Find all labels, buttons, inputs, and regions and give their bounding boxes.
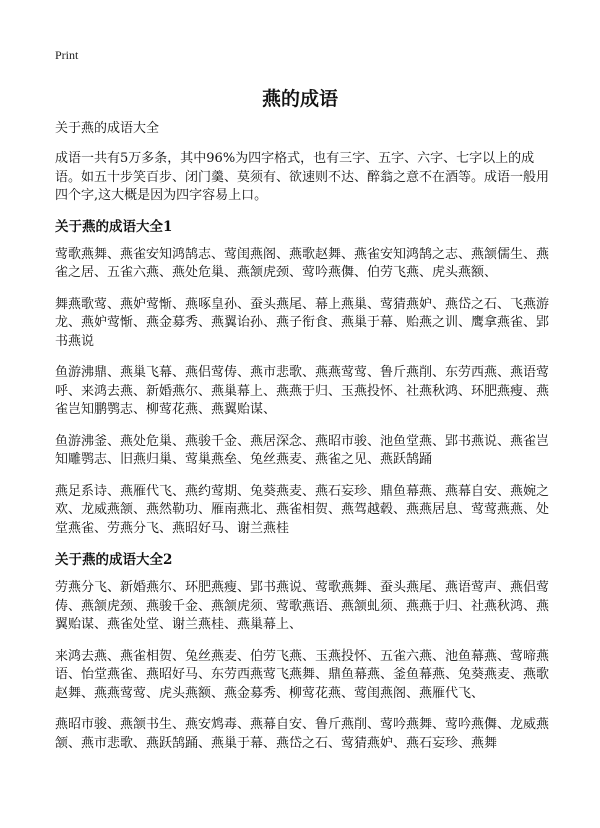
page-title: 燕的成语 bbox=[261, 88, 338, 110]
idiom-paragraph: 劳燕分飞、新婚燕尔、环肥燕瘦、郢书燕说、莺歌燕舞、蚕头燕尾、燕语莺声、燕侣莺俦、燕颔虎颈、燕骏千金、燕颔虎须、莺歌燕语、燕颔虬须、燕燕于归、社燕秋鸿、燕翼贻谋、燕雀处堂、谢兰燕桂、燕巢幕上、 bbox=[55, 580, 550, 632]
section-heading: 关于燕的成语大全2 bbox=[55, 552, 173, 568]
article-content bbox=[55, 120, 550, 766]
section-2 bbox=[55, 551, 550, 753]
section-heading: 关于燕的成语大全1 bbox=[55, 218, 173, 235]
idiom-paragraph: 来鸿去燕、燕雀相贺、兔丝燕麦、伯劳飞燕、玉燕投怀、五雀六燕、池鱼幕燕、莺啼燕语、怡堂燕雀、燕昭好马、东劳西燕莺飞燕舞、鼎鱼幕燕、釜鱼幕燕、兔葵燕麦、燕歌赵舞、燕燕莺莺、虎头燕额、燕金募秀、柳莺花燕、莺闺燕阁、燕雁代飞、 bbox=[55, 648, 550, 701]
idiom-paragraph: 鱼游沸鼎、燕巢飞幕、燕侣莺俦、燕市悲歌、燕燕莺莺、鲁斤燕削、东劳西燕、燕语莺呼、来鸿去燕、新婚燕尔、燕巢幕上、燕燕于归、玉燕投怀、社燕秋鸿、环肥燕瘦、燕雀岂知鹏鹗志、柳莺花燕、燕翼贻谋、 bbox=[55, 365, 550, 417]
idiom-paragraph: 燕昭市骏、燕颔书生、燕安鸩毒、燕幕自安、鲁斤燕削、莺吟燕舞、莺吟燕儛、龙威燕颔、燕市悲歌、燕跃鹄踊、燕巢于幕、燕岱之石、莺猜燕妒、燕石妄珍、燕舞 bbox=[55, 717, 550, 751]
section-1 bbox=[55, 218, 550, 539]
intro-paragraph: 成语一共有5万多条，其中96%为四字格式，也有三字、五字、六字、七字以上的成语。如五十步笑百步、闭门羹、莫须有、欲速则不达、醉翁之意不在酒等。成语一般用四个字,这大概是因为四字容易上口。 bbox=[55, 151, 550, 203]
idiom-paragraph: 莺歌燕舞、燕雀安知鸿鹄志、莺闺燕阁、燕歌赵舞、燕雀安知鸿鹄之志、燕颔儒生、燕雀之居、五雀六燕、燕处危巢、燕颔虎颈、莺吟燕儛、伯劳飞燕、虎头燕额、 bbox=[55, 246, 550, 280]
subtitle: 关于燕的成语大全 bbox=[55, 121, 160, 136]
idiom-paragraph: 燕足系诗、燕雁代飞、燕约莺期、兔葵燕麦、燕石妄珍、鼎鱼幕燕、燕幕自安、燕婉之欢、龙威燕颔、燕然勒功、雁南燕北、燕雀相贺、燕驾越毂、燕燕居息、莺莺燕燕、处堂燕雀、劳燕分飞、燕昭好马、谢兰燕桂 bbox=[55, 483, 550, 536]
print-link[interactable]: Print bbox=[55, 48, 79, 62]
idiom-paragraph: 鱼游沸釜、燕处危巢、燕骏千金、燕居深念、燕昭市骏、池鱼堂燕、郢书燕说、燕雀岂知雕鹗志、旧燕归巢、莺巢燕垒、兔丝燕麦、燕雀之见、燕跃鹄踊 bbox=[55, 433, 550, 467]
idiom-paragraph: 舞燕歌莺、燕妒莺惭、燕啄皇孙、蚕头燕尾、幕上燕巢、莺猜燕妒、燕岱之石、飞燕游龙、燕妒莺惭、燕金募秀、燕翼诒孙、燕子衔食、燕巢于幕、贻燕之训、鹰拿燕雀、郢书燕说 bbox=[55, 296, 550, 349]
